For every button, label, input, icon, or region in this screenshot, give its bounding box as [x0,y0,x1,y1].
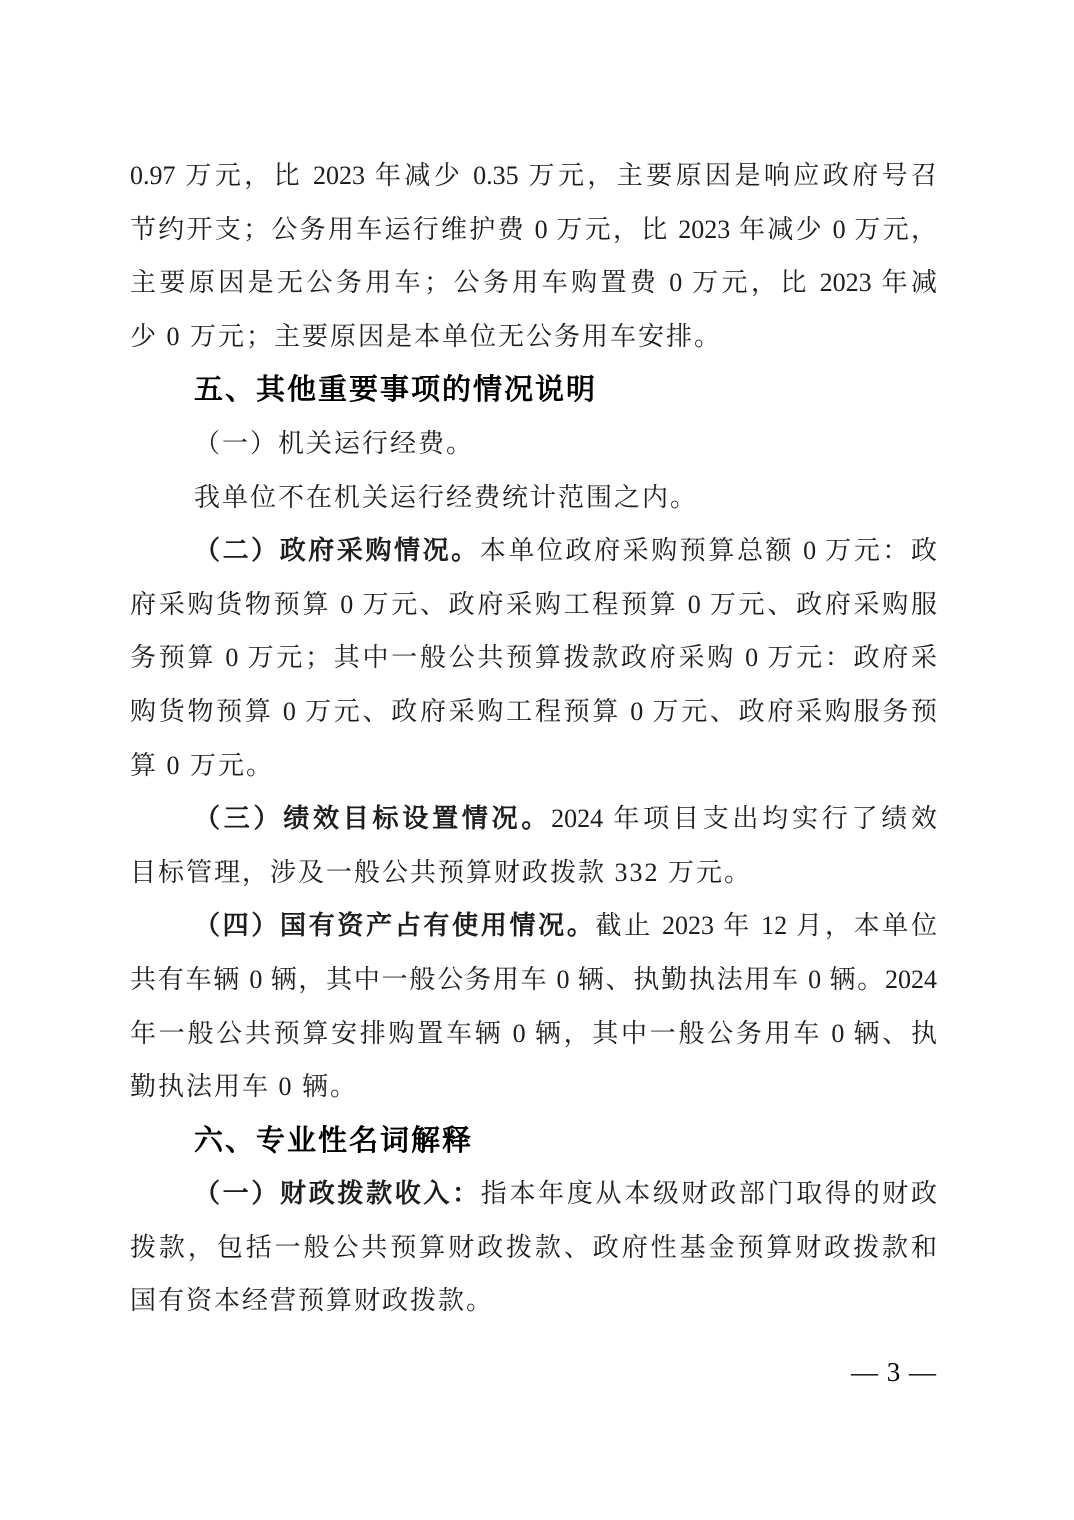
section-heading-text: 五、其他重要事项的情况说明 [194,372,598,407]
text-line [130,1221,937,1275]
text-line [130,685,937,739]
line-text: 主要原因是无公务用车；公务用车购置费 0 万元，比 2023 年减 [130,268,937,298]
line-text: 目标管理，涉及一般公共预算财政拨款 332 万元。 [130,857,753,887]
subsection-line [130,792,937,846]
text-line [130,471,937,525]
text-line [130,739,937,793]
subsection-line [130,899,937,953]
line-text: 截止 2023 年 12 月，本单位 [595,911,937,941]
line-text: 指本年度从本级财政部门取得的财政 [480,1179,937,1209]
page-number: — 3 — [851,1357,937,1387]
line-text: 2024 年项目支出均实行了绩效 [551,804,937,834]
line-text: 拨款，包括一般公共预算财政拨款、政府性基金预算财政拨款和 [130,1232,937,1262]
line-text: 购货物预算 0 万元、政府采购工程预算 0 万元、政府采购服务预 [130,696,937,726]
line-text: 年一般公共预算安排购置车辆 0 辆，其中一般公务用车 0 辆、执 [130,1018,937,1048]
section-heading-text: 六、专业性名词解释 [194,1122,474,1157]
section-heading [130,1114,937,1168]
subsection-line [130,524,937,578]
line-text: 少 0 万元；主要原因是本单位无公务用车安排。 [130,321,723,351]
line-text: 府采购货物预算 0 万元、政府采购工程预算 0 万元、政府采购服 [130,589,937,619]
line-text: 国有资本经营预算财政拨款。 [130,1286,495,1316]
subsection-title: （一）财政拨款收入： [194,1179,481,1209]
text-line [130,631,937,685]
line-text: 本单位政府采购预算总额 0 万元：政 [479,536,937,566]
text-line [130,310,937,364]
line-text: 节约开支；公务用车运行维护费 0 万元，比 2023 年减少 0 万元， [130,214,937,244]
text-line [130,953,937,1007]
text-line [130,203,937,257]
text-line [130,256,937,310]
section-heading [130,363,937,417]
line-text: 我单位不在机关运行经费统计范围之内。 [194,482,699,512]
text-line [130,1060,937,1114]
line-text: 共有车辆 0 辆，其中一般公务用车 0 辆、执勤执法用车 0 辆。2024 [130,964,937,994]
line-text: 勤执法用车 0 辆。 [130,1072,359,1102]
line-text: 0.97 万元，比 2023 年减少 0.35 万元，主要原因是响应政府号召 [130,161,937,190]
line-text: 算 0 万元。 [130,750,275,780]
text-line [130,578,937,632]
line-text: 务预算 0 万元；其中一般公共预算拨款政府采购 0 万元：政府采 [130,643,937,673]
text-line [130,1007,937,1061]
text-line [130,149,937,203]
text-line [130,1274,937,1328]
document-body [130,149,937,1328]
text-line [130,846,937,900]
subsection-title: （四）国有资产占有使用情况。 [194,911,596,941]
subsection-title: （三）绩效目标设置情况。 [194,804,552,834]
subsection-line [130,417,937,471]
line-text: （一）机关运行经费。 [194,428,475,458]
subsection-line [130,1167,937,1221]
subsection-title: （二）政府采购情况。 [194,536,480,566]
